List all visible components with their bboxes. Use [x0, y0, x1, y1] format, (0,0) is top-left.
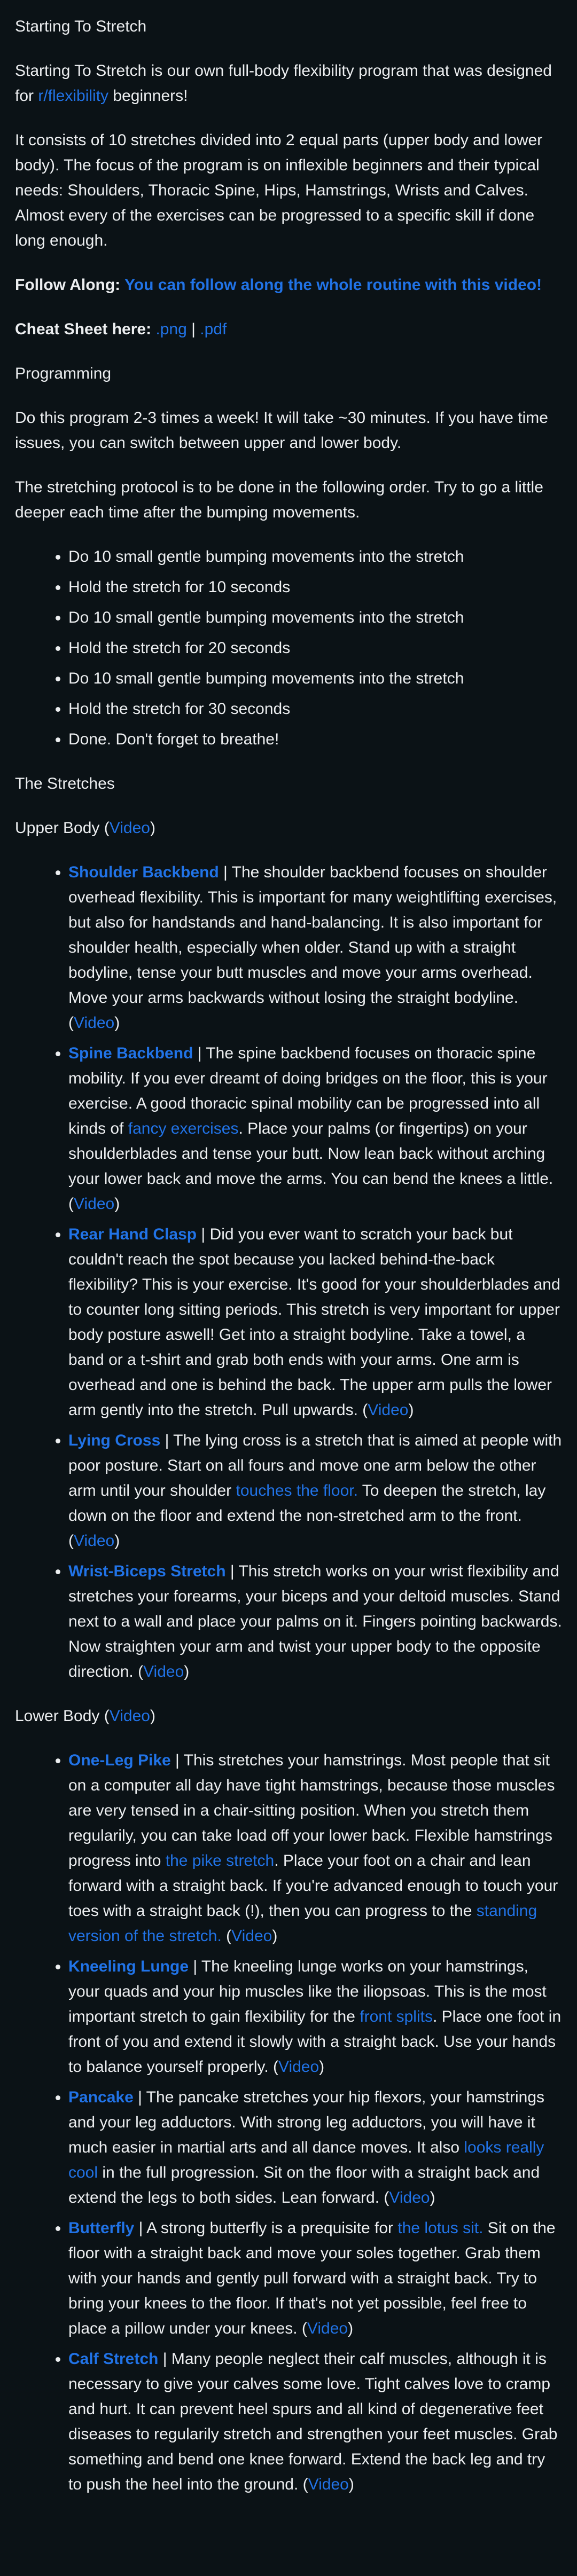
stretch-item-pancake — [68, 2085, 562, 2210]
pancake-link[interactable]: Pancake — [68, 2088, 134, 2106]
text-segment: Starting To Stretch is our own full-body flexibility program that was designed for — [15, 62, 552, 105]
stretch-item-butterfly — [68, 2216, 562, 2341]
text-segment: ) — [430, 2189, 435, 2206]
text-segment: . Place your palms (or fingertips) on your shoulderblades and tense your butt. Now lean back without arching your lower back and move the arms. You can bend the knees a little. ( — [68, 1120, 553, 1213]
protocol-step: • Do 10 small gentle bumping movements into the stretch — [68, 544, 562, 569]
program-description: It consists of 10 stretches divided into 2 equal parts (upper body and lower body). The focus of the program is on inflexible beginners and their typical needs: Shoulders, Thoracic Spine, Hips, Hamstrings, Wrists and Calves. Almost every of the exercises can be progressed to a specific skill if done long enough. — [15, 131, 543, 249]
lying-cross-video-link[interactable]: Video — [74, 1532, 115, 1550]
kneeling-lunge-link[interactable]: Kneeling Lunge — [68, 1958, 189, 1975]
text-segment: To deepen the stretch, lay down on the floor and extend the non-stretched arm to the front. ( — [68, 1482, 546, 1550]
text-segment: Sit on the floor with a straight back and move your soles together. Grab them with your hands and gently pull forward with a straight back. Try to bring your knees to the floor. If that's not yet possible, feel free to place a pillow under your knees. ( — [68, 2219, 556, 2337]
r-flexibility-link[interactable]: r/flexibility — [38, 87, 109, 105]
text-segment: . Place your foot on a chair and lean forward with a straight back. If you're advanced enough to touch your toes with a straight back (!), then you can progress to the — [68, 1852, 558, 1920]
protocol-list — [15, 544, 562, 752]
page-title: Starting To Stretch — [15, 18, 147, 35]
stretch-item-rear-hand-clasp — [68, 1222, 562, 1423]
butterfly-link[interactable]: Butterfly — [68, 2219, 135, 2237]
looks-really-cool-link[interactable]: looks really cool — [68, 2139, 544, 2181]
text-segment: | — [186, 320, 200, 338]
text-segment: ) — [408, 1401, 414, 1419]
intro-paragraph — [15, 58, 562, 108]
stretch-item-spine-backbend — [68, 1041, 562, 1216]
text-segment: | The kneeling lunge works on your hamstrings, your quads and your hip muscles like the iliopsoas. This is the most important stretch to gain flexibility for the — [68, 1958, 547, 2025]
text-segment: in the full progression. Sit on the floor with a straight back and extend the legs to both sides. Lean forward. ( — [68, 2164, 540, 2206]
text-segment: ) — [319, 2058, 325, 2076]
stretch-item-calf-stretch — [68, 2346, 562, 2497]
touches-the-floor-link[interactable]: touches the floor. — [236, 1482, 358, 1499]
stretch-item-one-leg-pike — [68, 1748, 562, 1949]
protocol-step: • Hold the stretch for 30 seconds — [68, 696, 562, 721]
standing-version-link[interactable]: standing version of the stretch. — [68, 1902, 537, 1945]
cheat-sheet-pdf-link[interactable]: .pdf — [200, 320, 227, 338]
text-segment: ) — [114, 1014, 120, 1032]
text-segment: beginners! — [108, 87, 188, 105]
stretch-item-shoulder-backbend — [68, 860, 562, 1035]
text-segment: | This stretch works on your wrist flexibility and stretches your forearms, your biceps and your deltoid muscles. Stand next to a wall and place your palms on it. Fingers pointing backwards. Now straighten your arm and twist your upper body to the opposite direction. ( — [68, 1562, 562, 1680]
lotus-sit-link[interactable]: the lotus sit. — [397, 2219, 484, 2237]
wrist-biceps-video-link[interactable]: Video — [143, 1663, 184, 1680]
text-segment: Upper Body ( — [15, 819, 110, 837]
text-segment: ) — [150, 819, 155, 837]
text-segment: Lower Body ( — [15, 1707, 110, 1725]
upper-body-list — [15, 860, 562, 1684]
lower-body-heading — [15, 1703, 562, 1729]
stretches-heading: The Stretches — [15, 775, 115, 792]
pike-stretch-link[interactable]: the pike stretch — [165, 1852, 275, 1870]
text-segment: | Did you ever want to scratch your back but couldn't reach the spot because you lacked behind-the-back flexibility? This is your exercise. It's good for your shoulderblades and to counter long sitting periods. This stretch is very important for upper body posture aswell! Get into a straight bodyline. Take a towel, a band or a t-shirt and grab both ends with your arms. One arm is overhead and one is behind the back. The upper arm pulls the lower arm gently into the stretch. Pull upwards. ( — [68, 1226, 560, 1419]
rear-hand-clasp-video-link[interactable]: Video — [368, 1401, 409, 1419]
stretch-item-lying-cross — [68, 1428, 562, 1553]
lower-body-list — [15, 1748, 562, 2497]
programming-heading: Programming — [15, 365, 112, 382]
protocol-step: • Hold the stretch for 20 seconds — [68, 635, 562, 661]
text-segment: ) — [114, 1532, 120, 1550]
text-segment: | This stretches your hamstrings. Most people that sit on a computer all day have tight hamstrings, because those muscles are very tensed in a chair-sitting position. When you stretch them regularily, you can take load off your lower back. Flexible hamstrings progress into — [68, 1752, 555, 1870]
protocol-step: • Do 10 small gentle bumping movements into the stretch — [68, 666, 562, 691]
text-segment: Cheat Sheet here: — [15, 320, 156, 338]
fancy-exercises-link[interactable]: fancy exercises — [128, 1120, 239, 1137]
text-segment: | Many people neglect their calf muscles, although it is necessary to give your calves some love. Tight calves love to cramp and hurt. It can prevent heel spurs and all kind of degenerative feet diseases to regularily stretch and strengthen your feet muscles. Grab something and bend one knee forward. Extend the back leg and try to push the heel into the ground. ( — [68, 2350, 558, 2493]
spine-backbend-link[interactable]: Spine Backbend — [68, 1044, 193, 1062]
text-segment: | A strong butterfly is a prequisite for — [134, 2219, 398, 2237]
text-segment: ) — [114, 1195, 120, 1213]
protocol-step: • Done. Don't forget to breathe! — [68, 727, 562, 752]
text-segment: ) — [348, 2476, 354, 2493]
text-segment: Follow Along: — [15, 276, 124, 294]
lying-cross-link[interactable]: Lying Cross — [68, 1432, 161, 1449]
programming-order: The stretching protocol is to be done in the following order. Try to go a little deeper each time after the bumping movements. — [15, 478, 543, 521]
rear-hand-clasp-link[interactable]: Rear Hand Clasp — [68, 1226, 197, 1243]
cheat-sheet-line — [15, 317, 562, 342]
follow-along-line — [15, 272, 562, 297]
butterfly-video-link[interactable]: Video — [307, 2320, 348, 2337]
calf-stretch-link[interactable]: Calf Stretch — [68, 2350, 159, 2368]
text-segment: ) — [150, 1707, 155, 1725]
text-segment: ) — [348, 2320, 354, 2337]
wrist-biceps-stretch-link[interactable]: Wrist-Biceps Stretch — [68, 1562, 226, 1580]
stretch-item-kneeling-lunge — [68, 1954, 562, 2079]
pancake-video-link[interactable]: Video — [389, 2189, 430, 2206]
protocol-step: • Do 10 small gentle bumping movements into the stretch — [68, 605, 562, 630]
calf-stretch-video-link[interactable]: Video — [308, 2476, 349, 2493]
stretch-item-wrist-biceps-stretch — [68, 1559, 562, 1684]
text-segment: | The pancake stretches your hip flexors, your hamstrings and your leg adductors. With strong leg adductors, you will have it much easier in martial arts and all dance moves. It also — [68, 2088, 545, 2156]
spine-backbend-video-link[interactable]: Video — [74, 1195, 115, 1213]
kneeling-lunge-video-link[interactable]: Video — [278, 2058, 319, 2076]
text-segment: | The lying cross is a stretch that is aimed at people with poor posture. Start on all fours and move one arm below the other arm until your shoulder — [68, 1432, 562, 1499]
follow-along-video-link[interactable]: You can follow along the whole routine with this video! — [124, 276, 542, 294]
text-segment: | The shoulder backbend focuses on shoulder overhead flexibility. This is important for many weightlifting exercises, but also for handstands and hand-balancing. It is also important for shoulder health, especially when older. Stand up with a straight bodyline, tense your butt muscles and move your arms overhead. Move your arms backwards without losing the straight bodyline. ( — [68, 863, 557, 1032]
upper-body-video-link[interactable]: Video — [109, 819, 150, 837]
text-segment: . Place one foot in front of you and extend it slowly with a straight back. Use your hands to balance yourself properly. ( — [68, 2008, 562, 2076]
shoulder-backbend-video-link[interactable]: Video — [74, 1014, 115, 1032]
programming-frequency: Do this program 2-3 times a week! It will take ~30 minutes. If you have time issues, you can switch between upper and lower body. — [15, 409, 548, 452]
text-segment: ( — [221, 1927, 232, 1945]
one-leg-pike-link[interactable]: One-Leg Pike — [68, 1752, 171, 1769]
front-splits-link[interactable]: front splits — [360, 2008, 433, 2025]
lower-body-video-link[interactable]: Video — [109, 1707, 150, 1725]
text-segment: ) — [272, 1927, 278, 1945]
text-segment: ) — [184, 1663, 190, 1680]
cheat-sheet-png-link[interactable]: .png — [155, 320, 187, 338]
shoulder-backbend-link[interactable]: Shoulder Backbend — [68, 863, 219, 881]
protocol-step: • Hold the stretch for 10 seconds — [68, 575, 562, 600]
upper-body-heading — [15, 815, 562, 841]
one-leg-pike-video-link[interactable]: Video — [231, 1927, 272, 1945]
text-segment: | The spine backbend focuses on thoracic spine mobility. If you ever dreamt of doing bridges on the floor, this is your exercise. A good thoracic spinal mobility can be progressed into all kinds of — [68, 1044, 548, 1137]
